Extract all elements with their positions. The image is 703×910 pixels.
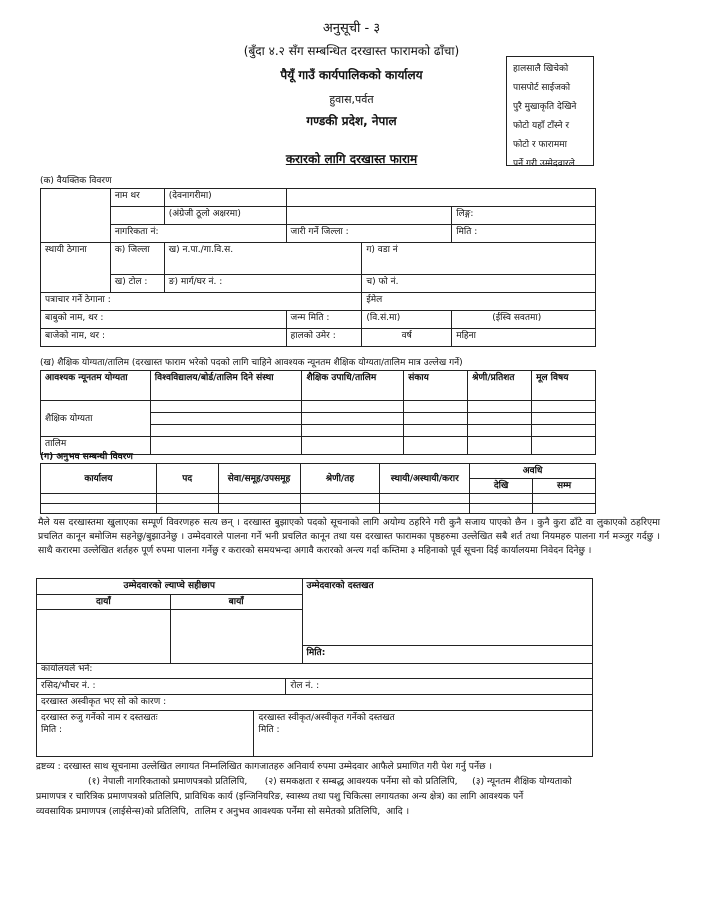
exp-col-header: सेवा/समूह/उपसमूह (218, 464, 300, 494)
exp-col-header: पद (156, 464, 218, 494)
gender-field[interactable]: लिङ्ग: (452, 207, 596, 225)
email-field[interactable]: ईमेल (362, 293, 596, 311)
exp-cell[interactable] (380, 494, 470, 504)
edu-cell[interactable] (468, 425, 532, 437)
ward-field[interactable]: ग) वडा नं (362, 243, 596, 275)
edu-cell[interactable] (150, 437, 302, 455)
receiver-field[interactable] (37, 710, 254, 756)
edu-cell[interactable] (302, 413, 404, 425)
english-label[interactable]: (अंग्रेजी ठूलो अक्षरमा) (164, 207, 286, 225)
signature-table (36, 578, 593, 664)
exp-col-header: अवधि (470, 464, 596, 479)
approver-date-label: मिति : (258, 724, 280, 735)
exp-cell[interactable] (218, 504, 300, 514)
edu-cell[interactable] (302, 401, 404, 413)
exp-cell[interactable] (470, 504, 533, 514)
mailing-address-field[interactable]: पत्राचार गर्ने ठेगाना : (41, 293, 362, 311)
exp-cell[interactable] (156, 504, 218, 514)
photo-line: फोटो यहाँ टाँस्ने र (513, 121, 570, 131)
note-line: व्यवसायिक प्रमाणपत्र (लाईसेन्स)को प्रतिलिपि, तालिम र अनुभव आवश्यक पर्नेमा सो समेतको प्रतिलिपि, आदि । (36, 806, 410, 817)
grandfather-name-field[interactable]: बाजेको नाम, थर : (41, 329, 287, 347)
candidate-signature-box[interactable]: उम्मेदवारको दस्तखत (302, 579, 592, 646)
exp-col-header: स्थायी/अस्थायी/करार (380, 464, 470, 494)
edu-cell[interactable] (404, 413, 468, 425)
edu-cell[interactable] (150, 413, 302, 425)
edu-cell[interactable] (150, 401, 302, 413)
edu-cell[interactable] (404, 401, 468, 413)
edu-col-header: विश्वविद्यालय/बोर्ड/तालिम दिने संस्था (150, 371, 302, 401)
office-address: हुवास,पर्वत (329, 93, 374, 106)
edu-cell[interactable] (468, 413, 532, 425)
edu-cell[interactable] (302, 425, 404, 437)
edu-col-header: संकाय (404, 371, 468, 401)
receiver-date-label: मिति : (41, 724, 63, 735)
right-thumb-label: दायाँ (37, 595, 171, 610)
english-name-field[interactable] (286, 207, 452, 225)
education-table (40, 370, 596, 455)
section-b-heading: (ख) शैक्षिक योग्यता/तालिम (दरखास्त फाराम भरेको पदको लागि चाहिने आवश्यक न्यूनतम शैक्षिक योग्यता/तालिम मात्र उल्लेख गर्ने) (40, 358, 463, 368)
office-name: पैयूँ गाउँ कार्यपालिकको कार्यालय (280, 68, 423, 82)
name-label: नाम थर (110, 189, 164, 207)
exp-cell[interactable] (300, 504, 380, 514)
photo-line: पुरै मुखाकृति देखिने (513, 102, 577, 112)
form-subtitle: (बुँदा ४.२ सँग सम्बन्धित दरखास्त फारामको ढाँचा) (243, 44, 460, 58)
period-from-header: देखि (470, 479, 533, 494)
note-line: (१) नेपाली नागरिकताको प्रमाणपत्रको प्रतिलिपि, (२) समकक्षता र सम्बद्ध आवश्यक पर्नेमा सो को प्रतिलिपि, (३) न्यूनतम शैक्षिक योग्यताको (88, 776, 572, 787)
dob-label: जन्म मिति : (286, 311, 362, 329)
receiver-label: दरखास्त रुजु गर्नेको नाम र दस्तखतः (41, 712, 158, 723)
devanagari-name-field[interactable] (286, 189, 595, 207)
roll-field[interactable]: रोल नं. : (286, 678, 593, 694)
office-use-table (36, 662, 593, 757)
edu-row-label: तालिम (41, 437, 151, 455)
dob-ad-field[interactable]: (ईस्वि सवतमा) (452, 311, 596, 329)
edu-col-header: मूल विषय (532, 371, 596, 401)
note-line: प्रमाणपत्र र चारित्रिक प्रमाणपत्रको प्रतिलिपि, प्राविधिक कार्य (इन्जिनियरिङ, स्वास्थ्य तथा पशु चिकित्सा लगायतका अन्य क्षेत्र) का लागि आवश्यक पर्ने (36, 791, 524, 802)
photo-box[interactable] (506, 56, 594, 169)
rejection-reason-field[interactable]: दरखास्त अस्वीकृत भए सो को कारण : (37, 694, 593, 710)
exp-col-header: श्रेणी/तह (300, 464, 380, 494)
phone-field[interactable]: च) फो नं. (362, 275, 596, 293)
age-label: हालको उमेर : (286, 329, 362, 347)
edu-cell[interactable] (150, 425, 302, 437)
annex-label: अनुसूची - ३ (322, 21, 381, 36)
edu-cell[interactable] (404, 425, 468, 437)
office-use-heading: कार्यालयले भर्ने: (37, 662, 593, 678)
edu-col-header: आवश्यक न्यूनतम योग्यता (41, 371, 151, 401)
left-thumb-box[interactable] (170, 610, 302, 664)
photo-line: हालसालै खिचेको (513, 64, 569, 74)
period-to-header: सम्म (533, 479, 596, 494)
experience-table (40, 463, 596, 514)
street-field[interactable]: ङ) मार्ग/घर नं. : (164, 275, 362, 293)
signature-date-field[interactable]: मिति: (302, 646, 592, 664)
age-years-field[interactable]: वर्ष (362, 329, 452, 347)
devanagari-label[interactable]: (देवनागरीमा) (164, 189, 286, 207)
fingerprint-header: उम्मेदवारको ल्याप्चे सहीछाप (37, 579, 303, 595)
edu-cell[interactable] (532, 425, 596, 437)
dob-bs-field[interactable]: (वि.सं.मा) (362, 311, 452, 329)
approver-label: दरखास्त स्वीकृत/अस्वीकृत गर्नेको दस्तखत (258, 712, 395, 723)
edu-row-label: शैक्षिक योग्यता (41, 401, 151, 437)
section-c-heading: (ग) अनुभव सम्बन्धी विवरण (40, 452, 133, 462)
exp-cell[interactable] (218, 494, 300, 504)
office-province: गण्डकी प्रदेश, नेपाल (306, 114, 397, 128)
approver-field[interactable] (254, 710, 593, 756)
receipt-field[interactable]: रसिद/भौचर नं. : (37, 678, 286, 694)
form-title: करारको लागि दरखास्त फाराम (285, 152, 418, 166)
photo-line: फोटो र फाराममा (513, 140, 567, 150)
edu-cell[interactable] (532, 401, 596, 413)
father-name-field[interactable]: बाबुको नाम, थर : (41, 311, 287, 329)
name-block (41, 189, 111, 243)
personal-details-table (40, 188, 596, 347)
edu-col-header: श्रेणी/प्रतिशत (468, 371, 532, 401)
age-months-field[interactable]: महिना (452, 329, 596, 347)
photo-line: पर्ने गरी उम्मेदवारले (513, 159, 575, 169)
edu-cell[interactable] (302, 437, 404, 455)
exp-cell[interactable] (380, 504, 470, 514)
edu-cell[interactable] (532, 437, 596, 455)
right-thumb-box[interactable] (37, 610, 171, 664)
exp-col-header: कार्यालय (41, 464, 157, 494)
exp-cell[interactable] (470, 494, 533, 504)
municipality-field[interactable]: ख) न.पा./गा.वि.स. (164, 243, 362, 275)
exp-cell[interactable] (533, 504, 596, 514)
name-blank (110, 207, 164, 225)
exp-cell[interactable] (156, 494, 218, 504)
edu-cell[interactable] (532, 413, 596, 425)
exp-cell[interactable] (533, 494, 596, 504)
citizenship-field[interactable]: नागरिकता नं: (110, 225, 286, 243)
note-line: द्रष्टव्य : दरखास्त साथ सूचनामा उल्लेखित लगायत निम्नलिखित कागजातहरु अनिवार्य रुपमा उम्मेदवार आफैले प्रमाणित गरी पेश गर्नु पर्नेछ । (36, 761, 492, 772)
edu-cell[interactable] (404, 437, 468, 455)
exp-cell[interactable] (41, 504, 157, 514)
citizenship-date-field[interactable]: मिति : (452, 225, 596, 243)
edu-cell[interactable] (468, 401, 532, 413)
edu-cell[interactable] (468, 437, 532, 455)
section-a-heading: (क) वैयक्तिक विवरण (40, 176, 112, 186)
declaration-text: मैले यस दरखास्तमा खुलाएका सम्पूर्ण विवरणहरु सत्य छन् । दरखास्त बुझाएको पदको सूचनाको लागि अयोग्य ठहरिने गरी कुनै सजाय पाएको छैन । कुनै कुरा ढाँटे वा लुकाएको ठहरिएमा प्रचलित कानून बमोजिम सहनेछु/बुझाउनेछु । उम्मेदवारले पालना गर्ने भनी प्रचलित कानून तथा यस दरखास्त फारामका पृष्ठहरुमा उल्लेखित सबै शर्त तथा नियमहरु पालना गर्न मञ्जुर गर्दछु । साथै करारमा उल्लेखित शर्तहरु पूर्ण रुपमा पालना गर्नेछु र करारको समयभन्दा अगावै करारको अन्त्य गर्दा कम्तिमा ३ महिनाको पूर्व सूचना दिई कार्यालयमा निवेदन दिनेछु । (38, 517, 660, 556)
left-thumb-label: बायाँ (170, 595, 302, 610)
district-field[interactable]: क) जिल्ला (110, 243, 164, 275)
exp-cell[interactable] (300, 494, 380, 504)
exp-cell[interactable] (41, 494, 157, 504)
permanent-address-label: स्थायी ठेगाना (41, 243, 111, 293)
issue-district-field[interactable]: जारी गर्ने जिल्ला : (286, 225, 452, 243)
edu-col-header: शैक्षिक उपाधि/तालिम (302, 371, 404, 401)
photo-line: पासपोर्ट साईजको (513, 83, 571, 93)
tole-field[interactable]: ख) टोल : (110, 275, 164, 293)
